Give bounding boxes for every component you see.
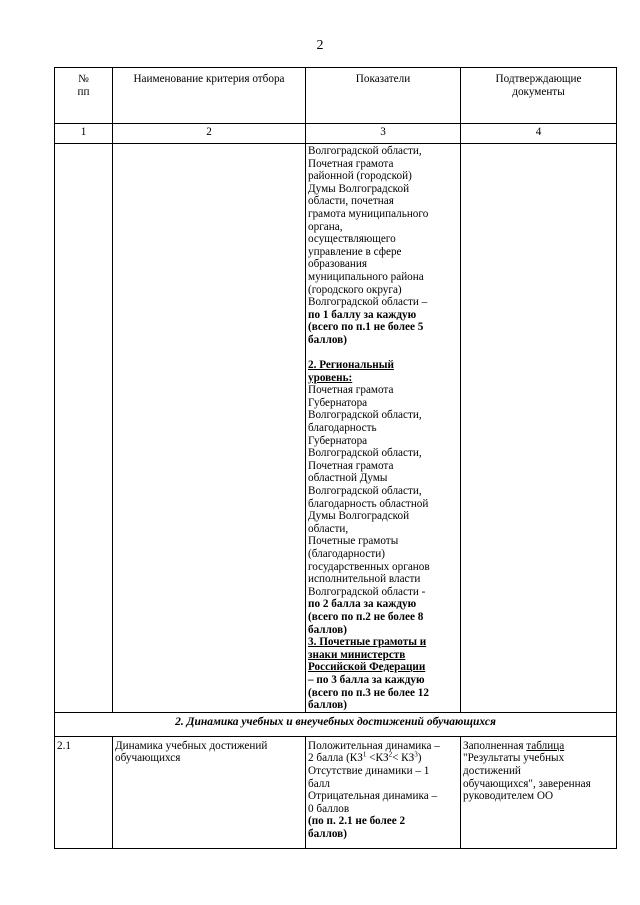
negative-dynamics-line: 0 баллов	[308, 802, 350, 815]
indicator-line: Волгоградской области,	[308, 485, 422, 498]
indicator-line: Губернатора	[308, 396, 368, 409]
column-number: 4	[461, 124, 617, 144]
section-row	[55, 712, 617, 736]
column-number: 2	[113, 124, 306, 144]
indicator-line: районной (городской)	[308, 170, 412, 183]
no-dynamics-line: балл	[308, 777, 330, 790]
section-title: 2. Динамика учебных и внеучебных достижений обучающихся	[55, 712, 617, 736]
indicator-line: благодарность	[308, 422, 377, 435]
positive-dynamics-formula: 2 балла $(КЗ^1 <КЗ^2< КЗ^3)$	[308, 750, 422, 765]
regional-level-heading	[308, 359, 458, 384]
indicator-points-municipal	[308, 309, 458, 347]
document-line: "Результаты учебных	[463, 752, 565, 765]
continuation-documents-cell	[461, 144, 617, 713]
continuation-criterion-cell	[113, 144, 306, 713]
indicator-line: (всего по п.3 не более 12	[308, 686, 429, 699]
indicator-line: Думы Волгоградской	[308, 510, 410, 523]
indicator-line: (городского округа)	[308, 283, 402, 296]
document-line: Заполненная таблица	[463, 739, 565, 752]
indicator-line: Волгоградской области,	[308, 145, 422, 157]
header-documents-line: документы	[512, 85, 565, 98]
table-header-row	[55, 68, 617, 124]
header-number	[55, 68, 113, 124]
indicator-line: – по 3 балла за каждую	[308, 673, 425, 686]
criterion-line: обучающихся	[115, 752, 181, 765]
indicator-line: (всего по п.1 не более 5	[308, 321, 424, 334]
header-number-line: №	[78, 73, 89, 85]
table-link: таблица	[526, 739, 565, 752]
header-documents	[461, 68, 617, 124]
indicator-line: Почетная грамота	[308, 384, 394, 397]
total-points-line: (по п. 2.1 не более 2	[308, 815, 406, 828]
header-documents-line: Подтверждающие	[495, 73, 582, 85]
indicator-line: органа,	[308, 220, 343, 233]
indicator-line: осуществляющего	[308, 233, 396, 246]
indicator-line: Почетные грамоты	[308, 535, 399, 548]
continuation-number-cell	[55, 144, 113, 713]
row-number: 2.1	[55, 736, 113, 848]
indicator-line: 2. Региональный	[308, 359, 394, 372]
indicator-line: 3. Почетные грамоты и	[308, 636, 427, 649]
document-line: достижений	[463, 764, 521, 777]
criteria-table	[54, 67, 617, 849]
header-indicators: Показатели	[306, 68, 461, 124]
total-points-line: баллов)	[308, 827, 347, 840]
column-number: 3	[306, 124, 461, 144]
indicator-line: области,	[308, 522, 349, 535]
indicator-text-municipal	[308, 145, 458, 309]
column-number: 1	[55, 124, 113, 144]
document-line: обучающихся", заверенная	[463, 777, 591, 790]
indicator-line: Губернатора	[308, 434, 368, 447]
indicator-points-federal	[308, 674, 458, 712]
indicator-line: образования	[308, 258, 368, 271]
indicator-line: баллов)	[308, 623, 347, 636]
header-criterion: Наименование критерия отбора	[113, 68, 306, 124]
header-number-line: пп	[77, 85, 90, 98]
indicator-line: Почетная грамота	[308, 459, 394, 472]
row-indicators	[306, 736, 461, 848]
indicator-line: исполнительной власти	[308, 573, 421, 586]
indicator-line: (благодарности)	[308, 548, 385, 560]
indicator-line: уровень:	[308, 371, 353, 384]
indicator-line: Думы Волгоградской	[308, 182, 410, 195]
indicator-line: Почетная грамота	[308, 157, 394, 170]
column-number-row	[55, 124, 617, 144]
indicator-line: управление в сфере	[308, 245, 402, 258]
positive-dynamics-line: Положительная динамика –	[308, 739, 440, 752]
page-number: 2	[316, 38, 324, 53]
indicator-line: Российской Федерации	[308, 661, 426, 674]
row-criterion	[113, 736, 306, 848]
indicator-line: грамота муниципального	[308, 207, 429, 220]
indicator-line: благодарность областной	[308, 497, 429, 510]
indicator-line: государственных органов	[308, 560, 430, 573]
indicator-line: Волгоградской области -	[308, 585, 426, 598]
indicator-points-regional	[308, 598, 458, 636]
table-row	[55, 736, 617, 848]
indicator-line: муниципального района	[308, 270, 424, 283]
indicator-line: баллов)	[308, 699, 347, 712]
row-documents	[461, 736, 617, 848]
negative-dynamics-line: Отрицательная динамика –	[308, 790, 438, 803]
indicator-line: Волгоградской области,	[308, 409, 422, 422]
indicator-line: знаки министерств	[308, 648, 406, 661]
indicator-line: по 1 баллу за каждую	[308, 308, 417, 321]
indicator-line: Волгоградской области –	[308, 296, 428, 309]
indicator-line: областной Думы	[308, 472, 388, 485]
continuation-indicators-cell	[306, 144, 461, 713]
indicator-line: области, почетная	[308, 195, 394, 208]
indicator-line: по 2 балла за каждую	[308, 598, 417, 611]
federal-level-heading	[308, 636, 458, 674]
indicator-line: (всего по п.2 не более 8	[308, 610, 424, 623]
criterion-line: Динамика учебных достижений	[115, 739, 268, 752]
continuation-row	[55, 144, 617, 713]
indicator-line: Волгоградской области,	[308, 447, 422, 460]
indicator-text-regional	[308, 384, 458, 598]
no-dynamics-line: Отсутствие динамики – 1	[308, 764, 430, 777]
indicator-line: баллов)	[308, 333, 347, 346]
document-line: руководителем ОО	[463, 790, 554, 803]
